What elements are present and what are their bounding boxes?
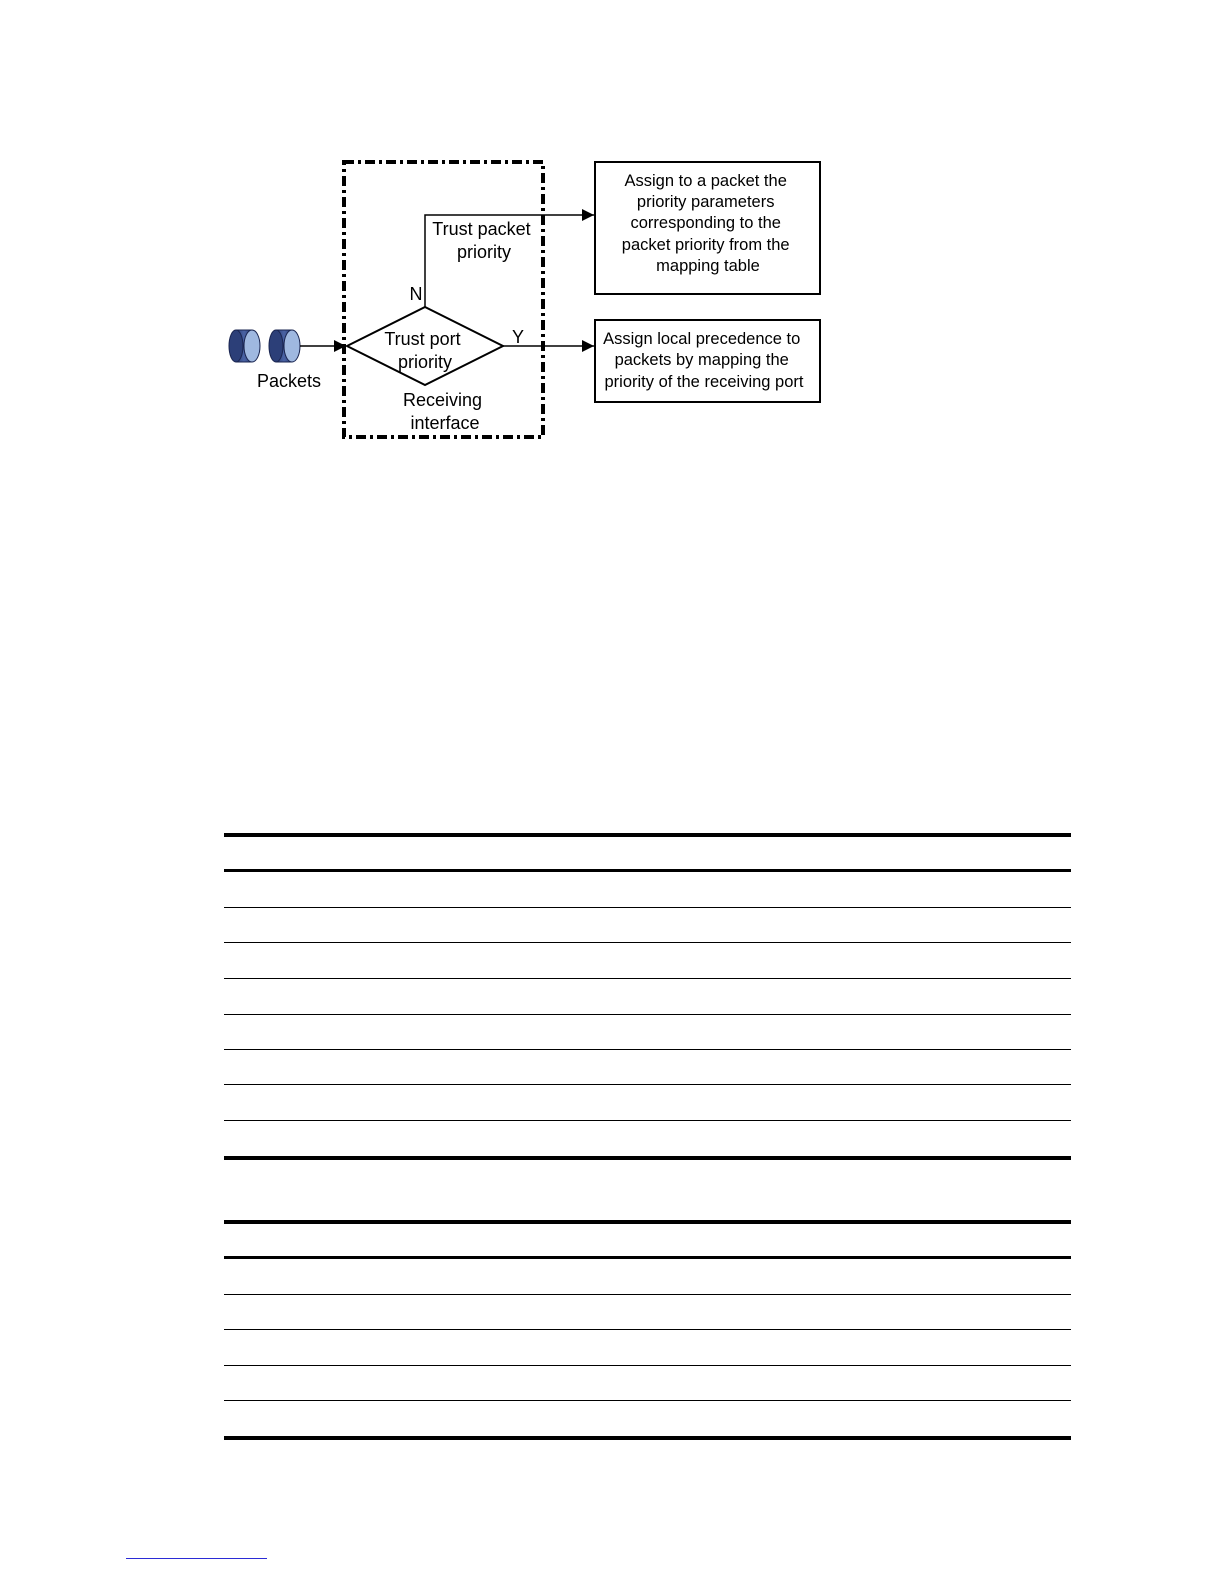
table-row-rule — [224, 1049, 1071, 1050]
footer-link-underline[interactable] — [126, 1558, 267, 1559]
table-header-rule — [224, 869, 1071, 872]
port-priority-mapping-text: Assign local precedence to packets by mapping the priority of the receiving port — [603, 330, 804, 391]
table-row-rule — [224, 1400, 1071, 1401]
packet-priority-mapping-text: Assign to a packet the priority parameters corresponding to the packet priority from the mapping table — [621, 172, 790, 275]
table-row-rule — [224, 1365, 1071, 1366]
table-bottom-rule — [224, 1436, 1071, 1440]
branch-yes-label: Y — [511, 327, 525, 347]
table-row-rule — [224, 1120, 1071, 1121]
packet-icon-2 — [269, 330, 300, 362]
table-row-rule — [224, 978, 1071, 979]
table-row-rule — [224, 1014, 1071, 1015]
table-row-rule — [224, 1084, 1071, 1085]
table-row-rule — [224, 1329, 1071, 1330]
branch-no-label: N — [409, 284, 423, 304]
table-bottom-rule — [224, 1156, 1071, 1160]
table-top-rule — [224, 1220, 1071, 1224]
table-row-rule — [224, 1294, 1071, 1295]
no-branch-label: Trust packet priority — [432, 219, 531, 262]
decision-label: Trust port priority — [384, 329, 461, 372]
priority-mapping-diagram — [0, 0, 1224, 470]
table-top-rule — [224, 833, 1071, 837]
receiving-interface-label: Receiving interface — [402, 390, 483, 433]
packets-label: Packets — [256, 371, 322, 391]
table-1 — [224, 833, 1071, 1161]
table-header-rule — [224, 1256, 1071, 1259]
packet-icon-1 — [229, 330, 260, 362]
table-row-rule — [224, 907, 1071, 908]
table-2 — [224, 1220, 1071, 1444]
table-row-rule — [224, 942, 1071, 943]
